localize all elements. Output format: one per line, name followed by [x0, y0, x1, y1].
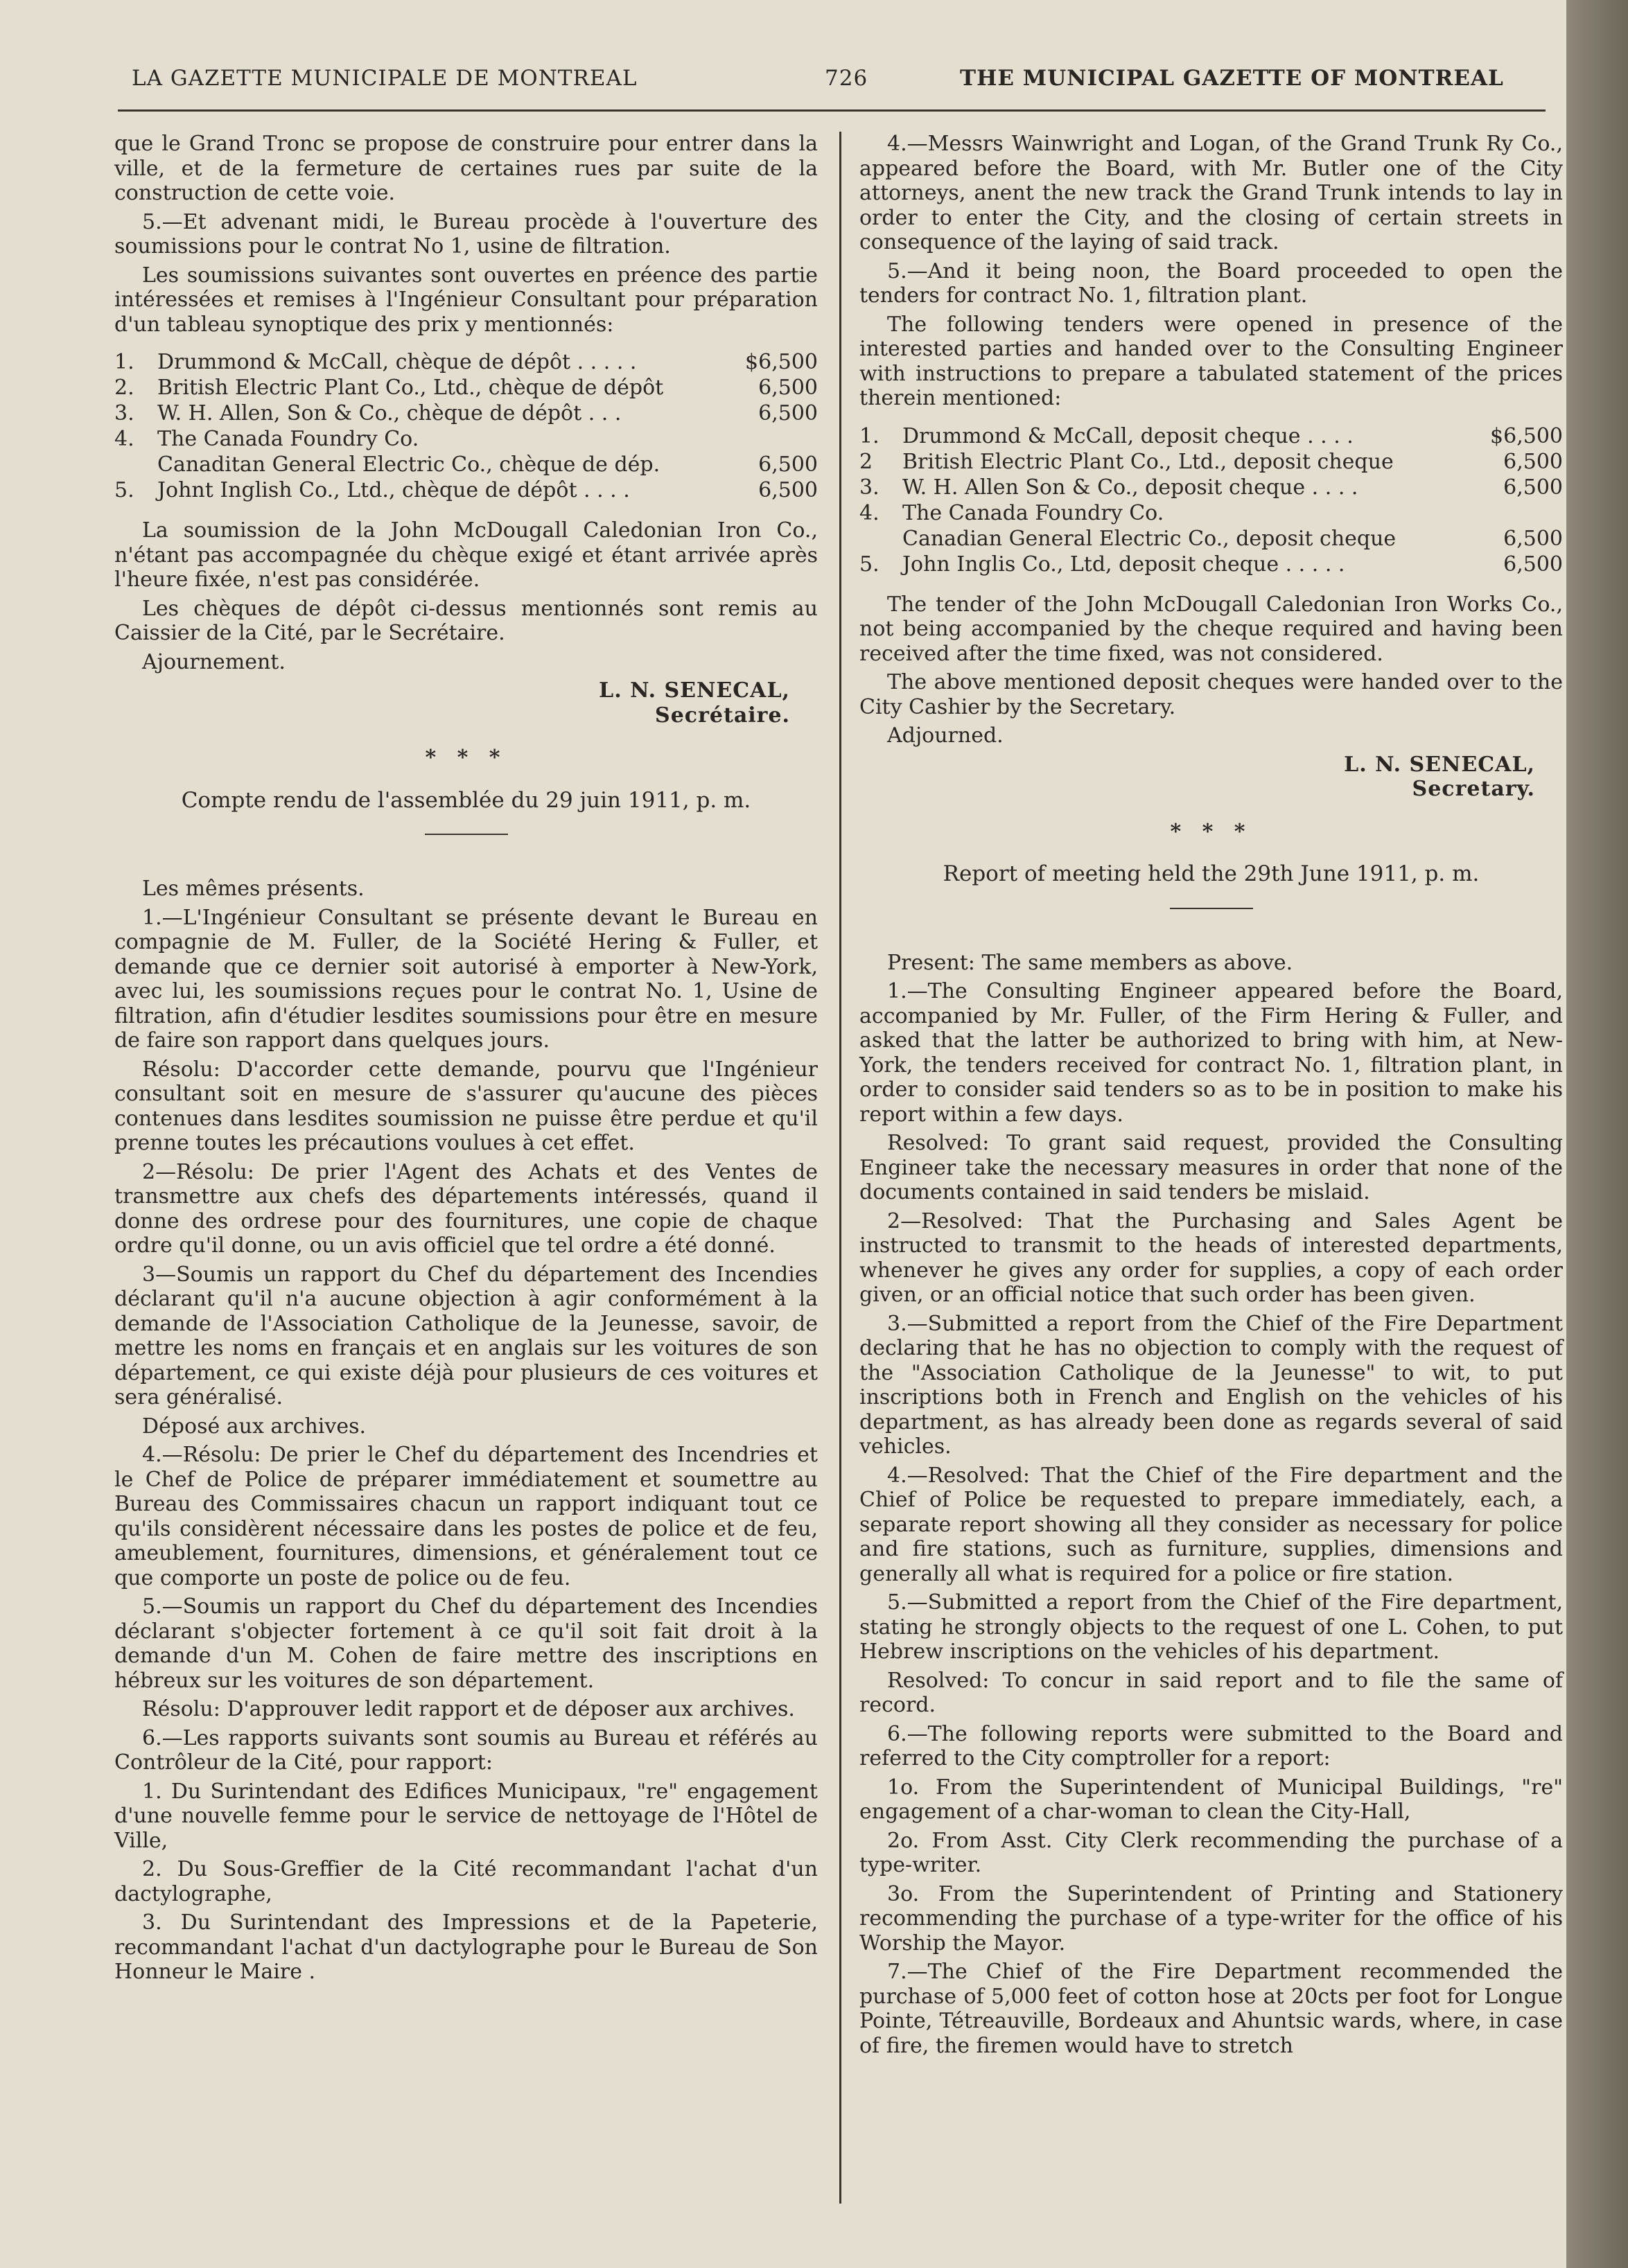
page-number: 726 [825, 66, 868, 91]
running-header [132, 66, 1539, 107]
list-item: 4. The Canada Foundry Co. [859, 500, 1164, 525]
paragraph: 2—Resolved: That the Purchasing and Sales Agent be instructed to transmit to the heads of interested departments, whenever he gives any order for supplies, a copy of each order given, or an official notice that such order has been given. [859, 1208, 1563, 1307]
paragraph: 3.—Submitted a report from the Chief of the Fire Department declaring that he has no objection to comply with the request of the "Association Catholique de la Jeunesse" to wit, to put inscriptions both in French and English on the vehicles of his department, as has already been done as regards several of said vehicles. [859, 1311, 1563, 1459]
paragraph: 2. Du Sous-Greffier de la Cité recommandant l'achat d'un dactylographe, [114, 1857, 818, 1906]
paragraph: Adjourned. [887, 723, 1004, 748]
section-separator: * * * [425, 746, 507, 770]
paragraph: 1.—The Consulting Engineer appeared before the Board, accompanied by Mr. Fuller, of the Firm Hering & Fuller, and asked that the latter be authorized to bring with him, at New-York, the tenders received for contract No. 1, filtration plant, in order to consider said tenders so as to be in position to make his report within a few days. [859, 979, 1563, 1127]
paragraph: Résolu: D'accorder cette demande, pourvu que l'Ingénieur consultant soit en mesure de s'assurer qu'aucune des pièces contenues dans lesdites soumission ne puisse être perdue et qu'il prenne toutes les précautions voulues à cet effet. [114, 1057, 818, 1155]
paragraph: Les soumissions suivantes sont ouvertes en préence des partie intéressées et remises à l'Ingénieur Consultant pour préparation d'un tableau synoptique des prix y mentionnés: [114, 263, 818, 337]
header-rule [118, 109, 1546, 112]
paragraph: que le Grand Tronc se propose de construire pour entrer dans la ville, et de la fermeture de certaines rues par suite de la construction de cette voie. [114, 132, 818, 205]
section-separator: * * * [1170, 819, 1252, 844]
paragraph: La soumission de la John McDougall Caledonian Iron Co., n'étant pas accompagnée du chèque exigé et étant arrivée après l'heure fixée, n'est pas considérée. [114, 518, 818, 592]
paragraph: The following tenders were opened in presence of the interested parties and handed over to the Consulting Engineer with instructions to prepare a tabulated statement of the prices therein mentioned: [859, 312, 1563, 410]
signature-title: Secretary. [1412, 777, 1535, 801]
short-rule [425, 834, 508, 835]
signature-title: Secrétaire. [655, 703, 790, 728]
paragraph: 2o. From Asst. City Clerk recommending the purchase of a type-writer. [859, 1828, 1563, 1877]
paragraph: 1. Du Surintendant des Edifices Municipaux, "re" engagement d'une nouvelle femme pour le service de nettoyage de l'Hôtel de Ville, [114, 1779, 818, 1853]
paragraph: 2—Résolu: De prier l'Agent des Achats et des Ventes de transmettre aux chefs des départements intéressés, quand il donne des ordrese pour des fournitures, une copie de chaque ordre qu'il donne, ou un avis officiel que tel ordre a été donné. [114, 1159, 818, 1258]
paragraph: 3o. From the Superintendent of Printing and Stationery recommending the purchase of a type-writer for the office of his Worship the Mayor. [859, 1881, 1563, 1955]
header-french-title: LA GAZETTE MUNICIPALE DE MONTREAL [132, 66, 638, 91]
paragraph: 4.—Resolved: That the Chief of the Fire department and the Chief of Police be requested to prepare immediately, each, a separate report showing all they consider as necessary for police and fire stations, such as furniture, supplies, dimensions and generally all what is required for a police or fire station. [859, 1463, 1563, 1586]
list-item: 1. Drummond & McCall, deposit cheque . . . . $6,500 [859, 423, 1563, 448]
paragraph: 1o. From the Superintendent of Municipal Buildings, "re" engagement of a char-woman to clean the City-Hall, [859, 1775, 1563, 1824]
list-item: 5. Johnt Inglish Co., Ltd., chèque de dépôt . . . . 6,500 [114, 478, 818, 502]
column-divider [839, 132, 841, 2204]
signature-name: L. N. SENECAL, [1344, 752, 1535, 777]
list-item: 5. John Inglis Co., Ltd, deposit cheque . . . . . 6,500 [859, 552, 1563, 577]
english-column [859, 132, 1563, 2062]
paragraph: 4.—Résolu: De prier le Chef du département des Incendries et le Chef de Police de préparer immédiatement et soumettre au Bureau des Commissaires chacun un rapport indiquant tout ce qu'ils considèrent nécessaire dans les postes de police et de feu, ameublement, fournitures, dimensions, et généralement tout ce que comporte un poste de police ou de feu. [114, 1443, 818, 1590]
header-english-title: THE MUNICIPAL GAZETTE OF MONTREAL [960, 66, 1504, 91]
list-item: Canadian General Electric Co., deposit cheque 6,500 [902, 526, 1563, 551]
paragraph: Present: The same members as above. [887, 950, 1293, 975]
list-item: 3. W. H. Allen, Son & Co., chèque de dépôt . . . 6,500 [114, 401, 818, 425]
french-column [114, 132, 818, 1989]
paragraph: 5.—Et advenant midi, le Bureau procède à l'ouverture des soumissions pour le contrat No 1, usine de filtration. [114, 209, 818, 258]
paragraph: Déposé aux archives. [142, 1414, 366, 1439]
paragraph: 3. Du Surintendant des Impressions et de la Papeterie, recommandant l'achat d'un dactylographe pour le Bureau de Son Honneur le Maire . [114, 1910, 818, 1984]
signature-name: L. N. SENECAL, [599, 678, 790, 703]
paragraph: 5.—And it being noon, the Board proceeded to open the tenders for contract No. 1, filtration plant. [859, 258, 1563, 308]
paragraph: Resolved: To concur in said report and to file the same of record. [859, 1668, 1563, 1717]
paragraph: Résolu: D'approuver ledit rapport et de déposer aux archives. [142, 1697, 795, 1721]
binding-edge [1566, 0, 1628, 2268]
list-item: 3. W. H. Allen Son & Co., deposit cheque . . . . 6,500 [859, 475, 1563, 500]
list-item: 1. Drummond & McCall, chèque de dépôt . . . . . $6,500 [114, 350, 818, 374]
paragraph: 4.—Messrs Wainwright and Logan, of the Grand Trunk Ry Co., appeared before the Board, with Mr. Butler one of the City attorneys, anent the new track the Grand Trunk intends to lay in order to enter the City, and the closing of certain streets in consequence of the laying of said track. [859, 132, 1563, 254]
report-heading: Report of meeting held the 29th June 1911, p. m. [943, 861, 1480, 886]
list-item: Canaditan General Electric Co., chèque de dép. 6,500 [157, 452, 818, 477]
paragraph: Les mêmes présents. [142, 877, 365, 901]
short-rule [1170, 908, 1253, 909]
list-item: 4. The Canada Foundry Co. [114, 427, 419, 451]
paragraph: 5.—Submitted a report from the Chief of the Fire department, stating he strongly objects to the request of one L. Cohen, to put Hebrew inscriptions on the vehicles of his department. [859, 1590, 1563, 1664]
paragraph: 7.—The Chief of the Fire Department recommended the purchase of 5,000 feet of cotton hose at 20cts per foot for Longue Pointe, Tétreauville, Bordeaux and Ahuntsic wards, where, in case of fire, the firemen would have to stretch [859, 1960, 1563, 2058]
paragraph: Ajournement. [142, 649, 286, 674]
tender-list [859, 423, 1563, 577]
report-heading: Compte rendu de l'assemblée du 29 juin 1911, p. m. [181, 787, 751, 813]
list-item: 2. British Electric Plant Co., Ltd., chèque de dépôt 6,500 [114, 376, 818, 400]
tender-list [114, 349, 818, 503]
paragraph: 6.—The following reports were submitted to the Board and referred to the City comptroller for a report: [859, 1721, 1563, 1770]
paragraph: The above mentioned deposit cheques were handed over to the City Cashier by the Secretary. [859, 670, 1563, 719]
paragraph: Resolved: To grant said request, provided the Consulting Engineer take the necessary measures in order that none of the documents contained in said tenders be mislaid. [859, 1131, 1563, 1204]
paragraph: 3—Soumis un rapport du Chef du département des Incendies déclarant qu'il n'a aucune objection à agir conformément à la demande de l'Association Catholique de la Jeunesse, savoir, de mettre les noms en français et en anglais sur les voitures de son département, ce qui existe déjà pour plusieurs de ces voitures et sera généralisé. [114, 1262, 818, 1409]
list-item: 2 British Electric Plant Co., Ltd., deposit cheque 6,500 [859, 449, 1563, 474]
paragraph: The tender of the John McDougall Caledonian Iron Works Co., not being accompanied by the cheque required and having been received after the time fixed, was not considered. [859, 592, 1563, 666]
paragraph: 6.—Les rapports suivants sont soumis au Bureau et référés au Contrôleur de la Cité, pour rapport: [114, 1725, 818, 1775]
paragraph: 1.—L'Ingénieur Consultant se présente devant le Bureau en compagnie de M. Fuller, de la Société Hering & Fuller, et demande que ce dernier soit autorisé à emporter à New-York, avec lui, les soumissions reçues pour le contrat No. 1, Usine de filtration, afin d'étudier lesdites soumissions pour être en mesure de faire son rapport dans quelques jours. [114, 905, 818, 1053]
paragraph: Les chèques de dépôt ci-dessus mentionnés sont remis au Caissier de la Cité, par le Secrétaire. [114, 596, 818, 645]
paragraph: 5.—Soumis un rapport du Chef du département des Incendies déclarant s'objecter fortement à ce qu'il soit fait droit à la demande d'un M. Cohen de faire mettre des inscriptions en hébreux sur les voitures de son département. [114, 1594, 818, 1693]
